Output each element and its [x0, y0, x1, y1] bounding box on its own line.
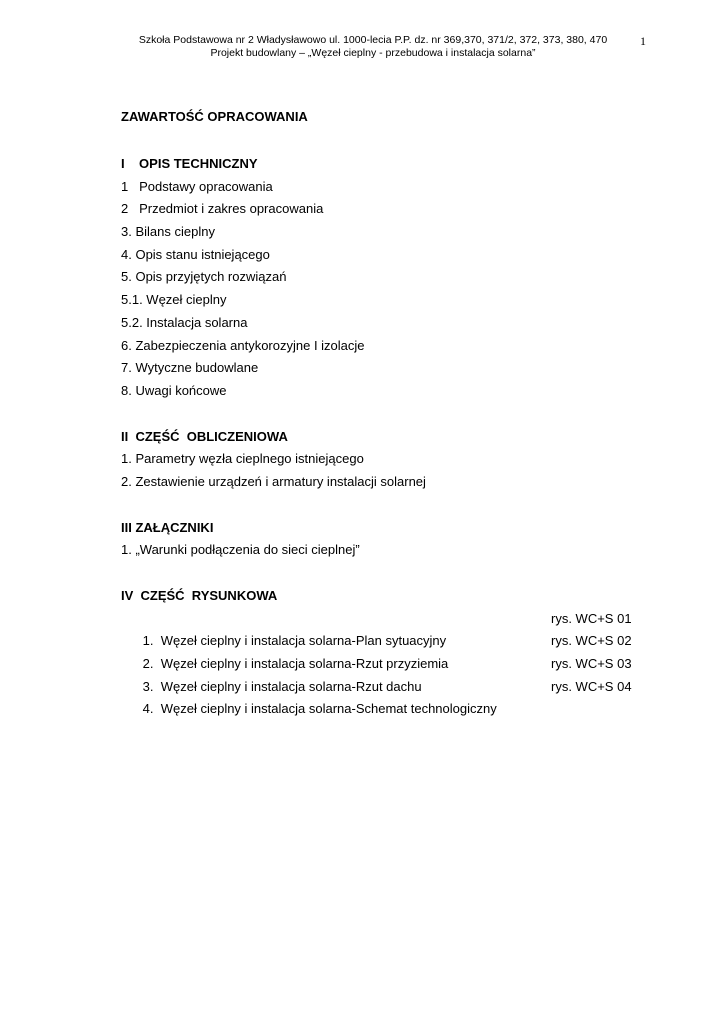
drawing-code: rys. WC+S 01 — [551, 610, 632, 626]
section-heading: III ZAŁĄCZNIKI — [121, 519, 214, 535]
drawing-label: 2. Węzeł cieplny i instalacja solarna-Rzut przyziemia — [142, 656, 449, 672]
section-attachments — [121, 517, 641, 562]
document-title: ZAWARTOŚĆ OPRACOWANIA — [121, 109, 308, 124]
list-item: 2 Przedmiot i zakres opracowania — [121, 201, 324, 217]
list-item: 5. Opis przyjętych rozwiązań — [121, 269, 287, 285]
section-calculation — [121, 426, 641, 494]
list-item: 7. Wytyczne budowlane — [121, 360, 259, 376]
list-item: 4. Opis stanu istniejącego — [121, 246, 270, 262]
list-item: 5.1. Węzeł cieplny — [121, 292, 227, 308]
drawing-code: rys. WC+S 02 — [551, 633, 632, 649]
section-technical-description — [121, 153, 641, 403]
header-line-1: Szkoła Podstawowa nr 2 Władysławowo ul. 1000-lecia P.P. dz. nr 369,370, 371/2, 372, 373, 380, 470 — [138, 34, 608, 46]
list-item: 5.2. Instalacja solarna — [121, 314, 248, 330]
drawing-label: 4. Węzeł cieplny i instalacja solarna-Schemat technologiczny — [142, 701, 497, 717]
list-item: 2. Zestawienie urządzeń i armatury instalacji solarnej — [121, 473, 426, 489]
drawing-code: rys. WC+S 04 — [551, 678, 632, 694]
section-heading: I OPIS TECHNICZNY — [121, 156, 258, 171]
list-item: 1. „Warunki podłączenia do sieci cieplnej” — [121, 542, 360, 558]
drawing-label: 3. Węzeł cieplny i instalacja solarna-Rzut dachu — [142, 678, 422, 694]
header-line-2: Projekt budowlany – „Węzeł cieplny - przebudowa i instalacja solarna” — [210, 47, 536, 59]
list-item: 8. Uwagi końcowe — [121, 382, 227, 398]
drawing-label: 1. Węzeł cieplny i instalacja solarna-Plan sytuacyjny — [142, 633, 447, 649]
section-drawings — [121, 585, 641, 717]
section-heading: II CZĘŚĆ OBLICZENIOWA — [121, 428, 288, 444]
drawing-code: rys. WC+S 03 — [551, 656, 632, 672]
page-number: 1 — [640, 34, 646, 48]
document-body — [121, 108, 641, 721]
drawing-row — [121, 676, 641, 717]
list-item: 1. Parametry węzła cieplnego istniejącego — [121, 451, 364, 467]
list-item: 3. Bilans cieplny — [121, 224, 215, 240]
list-item: 1 Podstawy opracowania — [121, 178, 273, 194]
list-item: 6. Zabezpieczenia antykorozyjne I izolacje — [121, 337, 365, 353]
section-heading: IV CZĘŚĆ RYSUNKOWA — [121, 588, 278, 603]
page-header — [100, 34, 646, 60]
